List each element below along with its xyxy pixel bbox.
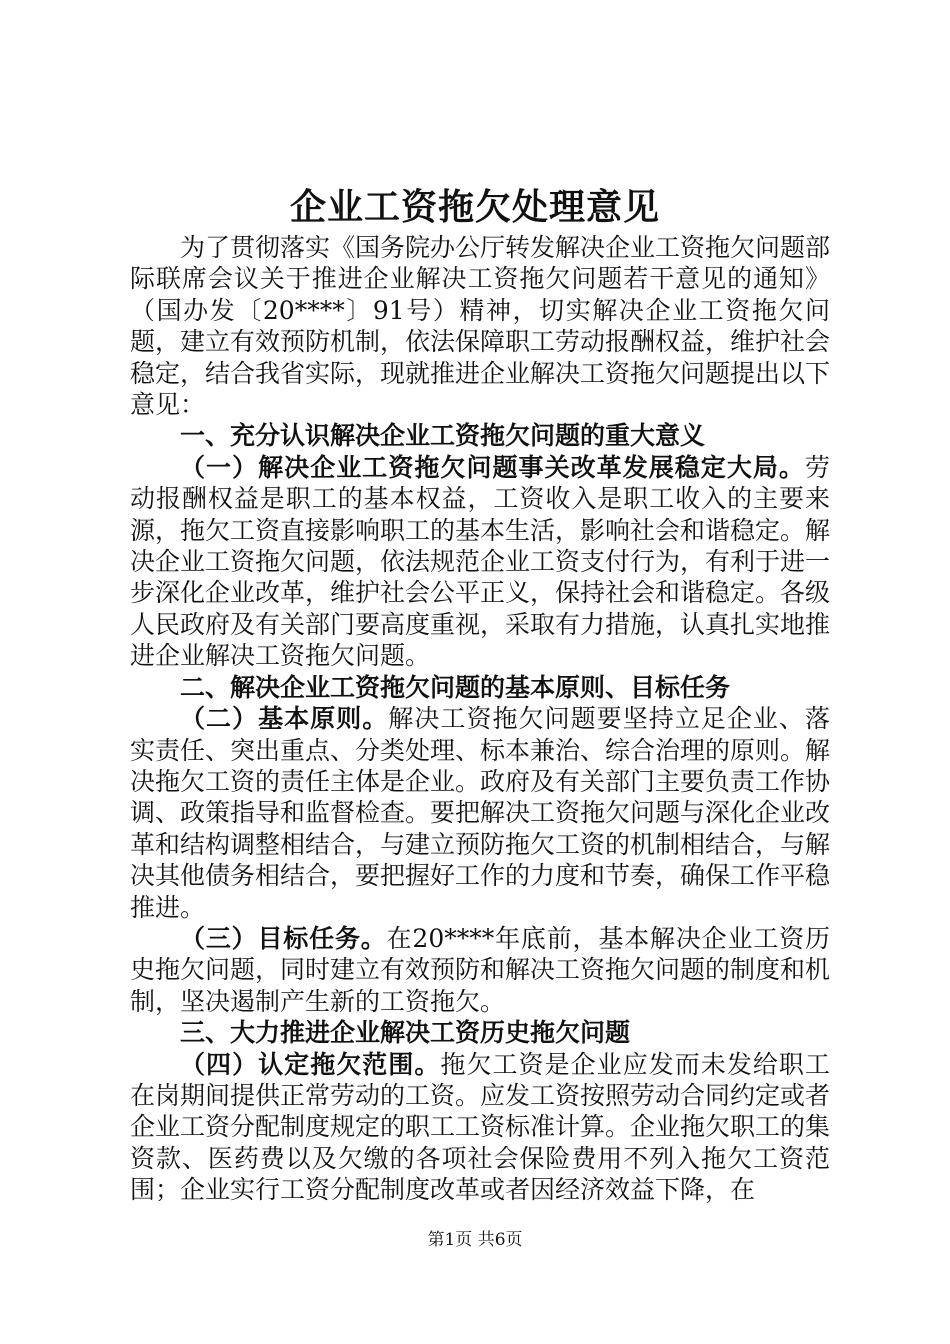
paragraph-2 [130, 703, 830, 923]
paragraph-4-lead: （四）认定拖欠范围。 [180, 1049, 441, 1079]
paragraph-3 [130, 923, 830, 1017]
page-footer: 第1页 共6页 [427, 1230, 523, 1250]
paragraph-3-lead: （三）目标任务。 [180, 923, 387, 953]
paragraph-4-text: 拖欠工资是企业应发而未发给职工在岗期间提供正常劳动的工资。应发工资按照劳动合同约定或者企业工资分配制度规定的职工工资标准计算。企业拖欠职工的集资款、医药费以及欠缴的各项社会保险费用不列入拖欠工资范围；企业实行工资分配制度改革或者因经济效益下降，在 [130, 1049, 831, 1205]
paragraph-2-lead: （二）基本原则。 [180, 704, 389, 734]
paragraph-1-text: 劳动报酬权益是职工的基本权益，工资收入是职工收入的主要来源，拖欠工资直接影响职工的基本生活，影响社会和谐稳定。解决企业工资拖欠问题，依法规范企业工资支付行为，有利于进一步深化企业改革，维护社会公平正义，保持社会和谐稳定。各级人民政府及有关部门要高度重视，采取有力措施，认真扎实地推进企业解决工资拖欠问题。 [130, 452, 831, 671]
section-heading-2: 二、解决企业工资拖欠问题的基本原则、目标任务 [180, 672, 731, 702]
intro-paragraph: 为了贯彻落实《国务院办公厅转发解决企业工资拖欠问题部际联席会议关于推进企业解决工资拖欠问题若干意见的通知》（国办发〔20****〕91号）精神，切实解决企业工资拖欠问题，建立有效预防机制，依法保障职工劳动报酬权益，维护社会稳定，结合我省实际，现就推进企业解决工资拖欠问题提出以下意见： [130, 233, 831, 420]
section-heading-3: 三、大力推进企业解决工资历史拖欠问题 [180, 1018, 631, 1048]
document-title: 企业工资拖欠处理意见 [289, 187, 660, 228]
paragraph-1-lead: （一）解决企业工资拖欠问题事关改革发展稳定大局。 [180, 452, 805, 482]
paragraph-1 [130, 452, 830, 672]
document-body [130, 232, 830, 1206]
section-heading-1: 一、充分认识解决企业工资拖欠问题的重大意义 [180, 421, 706, 451]
paragraph-3-text: 在20****年底前，基本解决企业工资历史拖欠问题，同时建立有效预防和解决工资拖欠问题的制度和机制，坚决遏制产生新的工资拖欠。 [130, 923, 831, 1016]
paragraph-4 [130, 1049, 830, 1206]
paragraph-2-text: 解决工资拖欠问题要坚持立足企业、落实责任、突出重点、分类处理、标本兼治、综合治理的原则。解决拖欠工资的责任主体是企业。政府及有关部门主要负责工作协调、政策指导和监督检查。要把解决工资拖欠问题与深化企业改革和结构调整相结合，与建立预防拖欠工资的机制相结合，与解决其他债务相结合，要把握好工作的力度和节奏，确保工作平稳推进。 [130, 704, 831, 922]
